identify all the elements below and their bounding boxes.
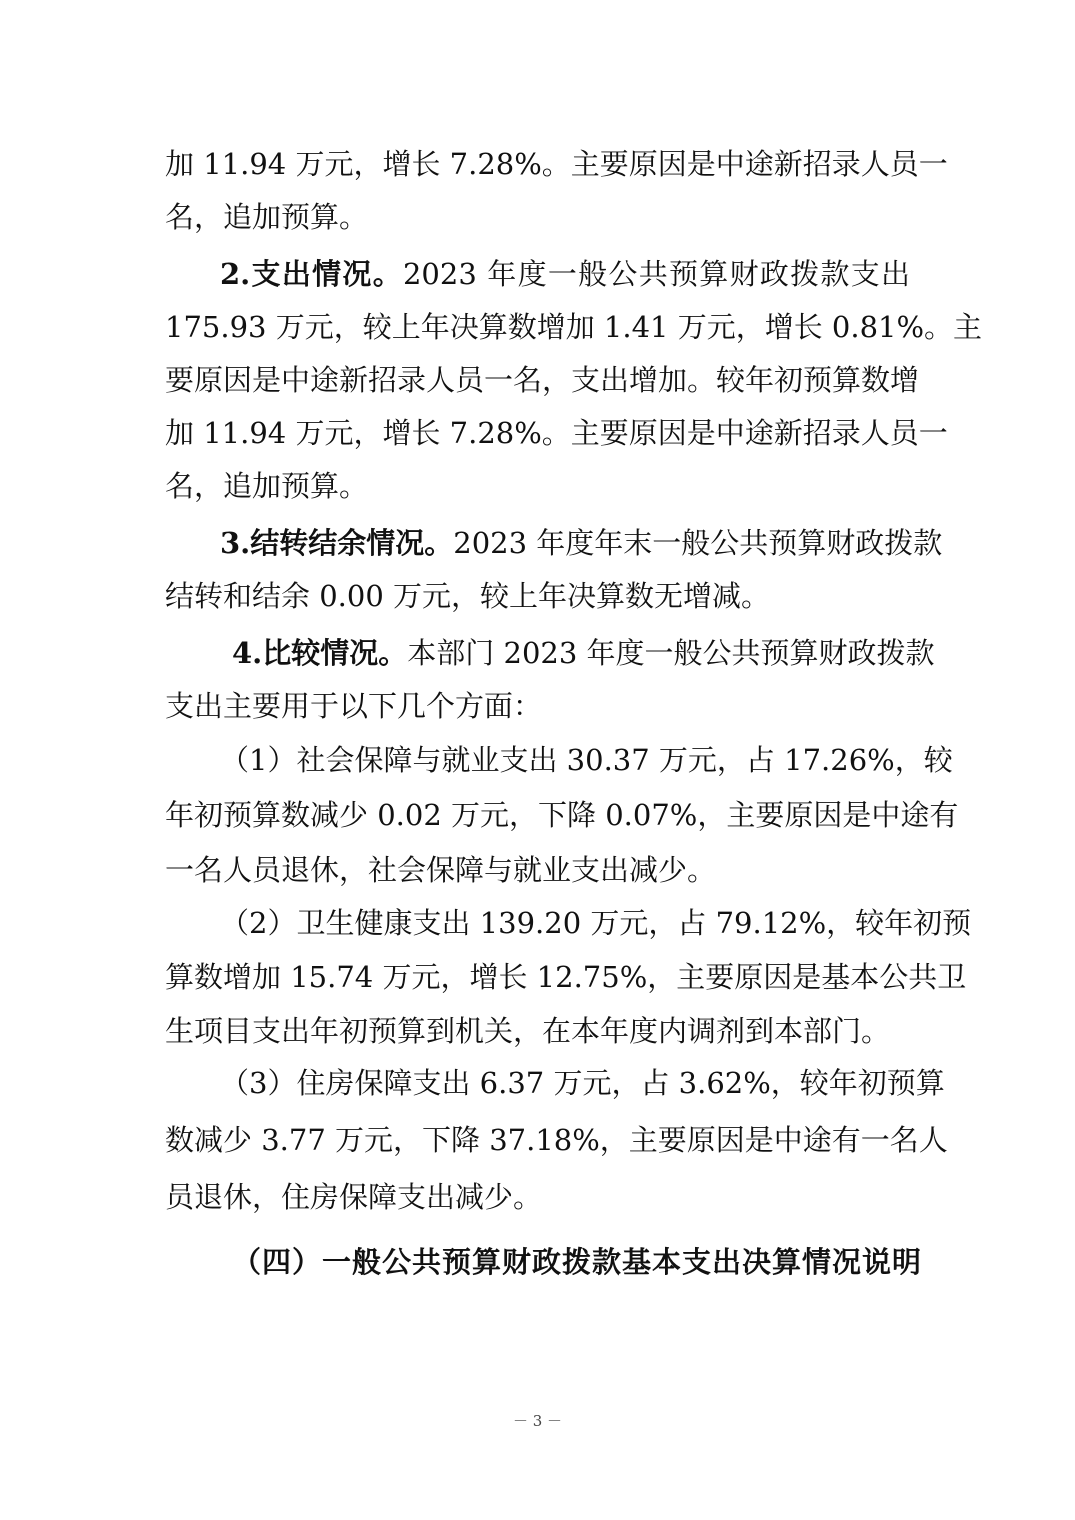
text-line: 要原因是中途新招录人员一名，支出增加。较年初预算数增 (165, 363, 920, 397)
text-line: 生项目支出年初预算到机关，在本年度内调剂到本部门。 (165, 1014, 891, 1048)
paragraph-first-line (232, 636, 935, 670)
text-line: 算数增加 15.74 万元，增长 12.75%，主要原因是基本公共卫 (165, 960, 967, 994)
paragraph-heading: 3.结转结余情况。 (220, 526, 454, 560)
text-line: 数减少 3.77 万元，下降 37.18%，主要原因是中途有一名人 (165, 1123, 948, 1157)
text-line: 年初预算数减少 0.02 万元，下降 0.07%，主要原因是中途有 (165, 798, 959, 832)
text-line: （3）住房保障支出 6.37 万元，占 3.62%，较年初预算 (220, 1066, 945, 1100)
paragraph-heading: 4.比较情况。 (232, 636, 408, 670)
text-line: 结转和结余 0.00 万元，较上年决算数无增减。 (165, 579, 771, 613)
text-span: 2023 年度一般公共预算财政拨款支出 (402, 257, 910, 291)
paragraph-heading: 2.支出情况。 (220, 257, 403, 291)
text-span: 2023 年度年末一般公共预算财政拨款 (453, 526, 943, 560)
paragraph-first-line (220, 257, 910, 291)
text-line: 175.93 万元，较上年决算数增加 1.41 万元，增长 0.81%。主 (165, 310, 983, 344)
section-heading: （四）一般公共预算财政拨款基本支出决算情况说明 (232, 1245, 923, 1279)
text-line: 名，追加预算。 (165, 469, 369, 503)
text-line: 名，追加预算。 (165, 200, 369, 234)
text-line: （2）卫生健康支出 139.20 万元，占 79.12%，较年初预 (220, 906, 972, 940)
text-line: 加 11.94 万元，增长 7.28%。主要原因是中途新招录人员一 (165, 147, 948, 181)
text-span: 本部门 2023 年度一般公共预算财政拨款 (407, 636, 935, 670)
text-line: 一名人员退休，社会保障与就业支出减少。 (165, 853, 717, 887)
page-number: － 3 － (512, 1412, 563, 1430)
paragraph-first-line (220, 526, 943, 560)
text-line: （1）社会保障与就业支出 30.37 万元，占 17.26%，较 (220, 743, 953, 777)
text-line: 支出主要用于以下几个方面： (165, 689, 543, 723)
text-line: 员退休，住房保障支出减少。 (165, 1180, 543, 1214)
text-line: 加 11.94 万元，增长 7.28%。主要原因是中途新招录人员一 (165, 416, 948, 450)
